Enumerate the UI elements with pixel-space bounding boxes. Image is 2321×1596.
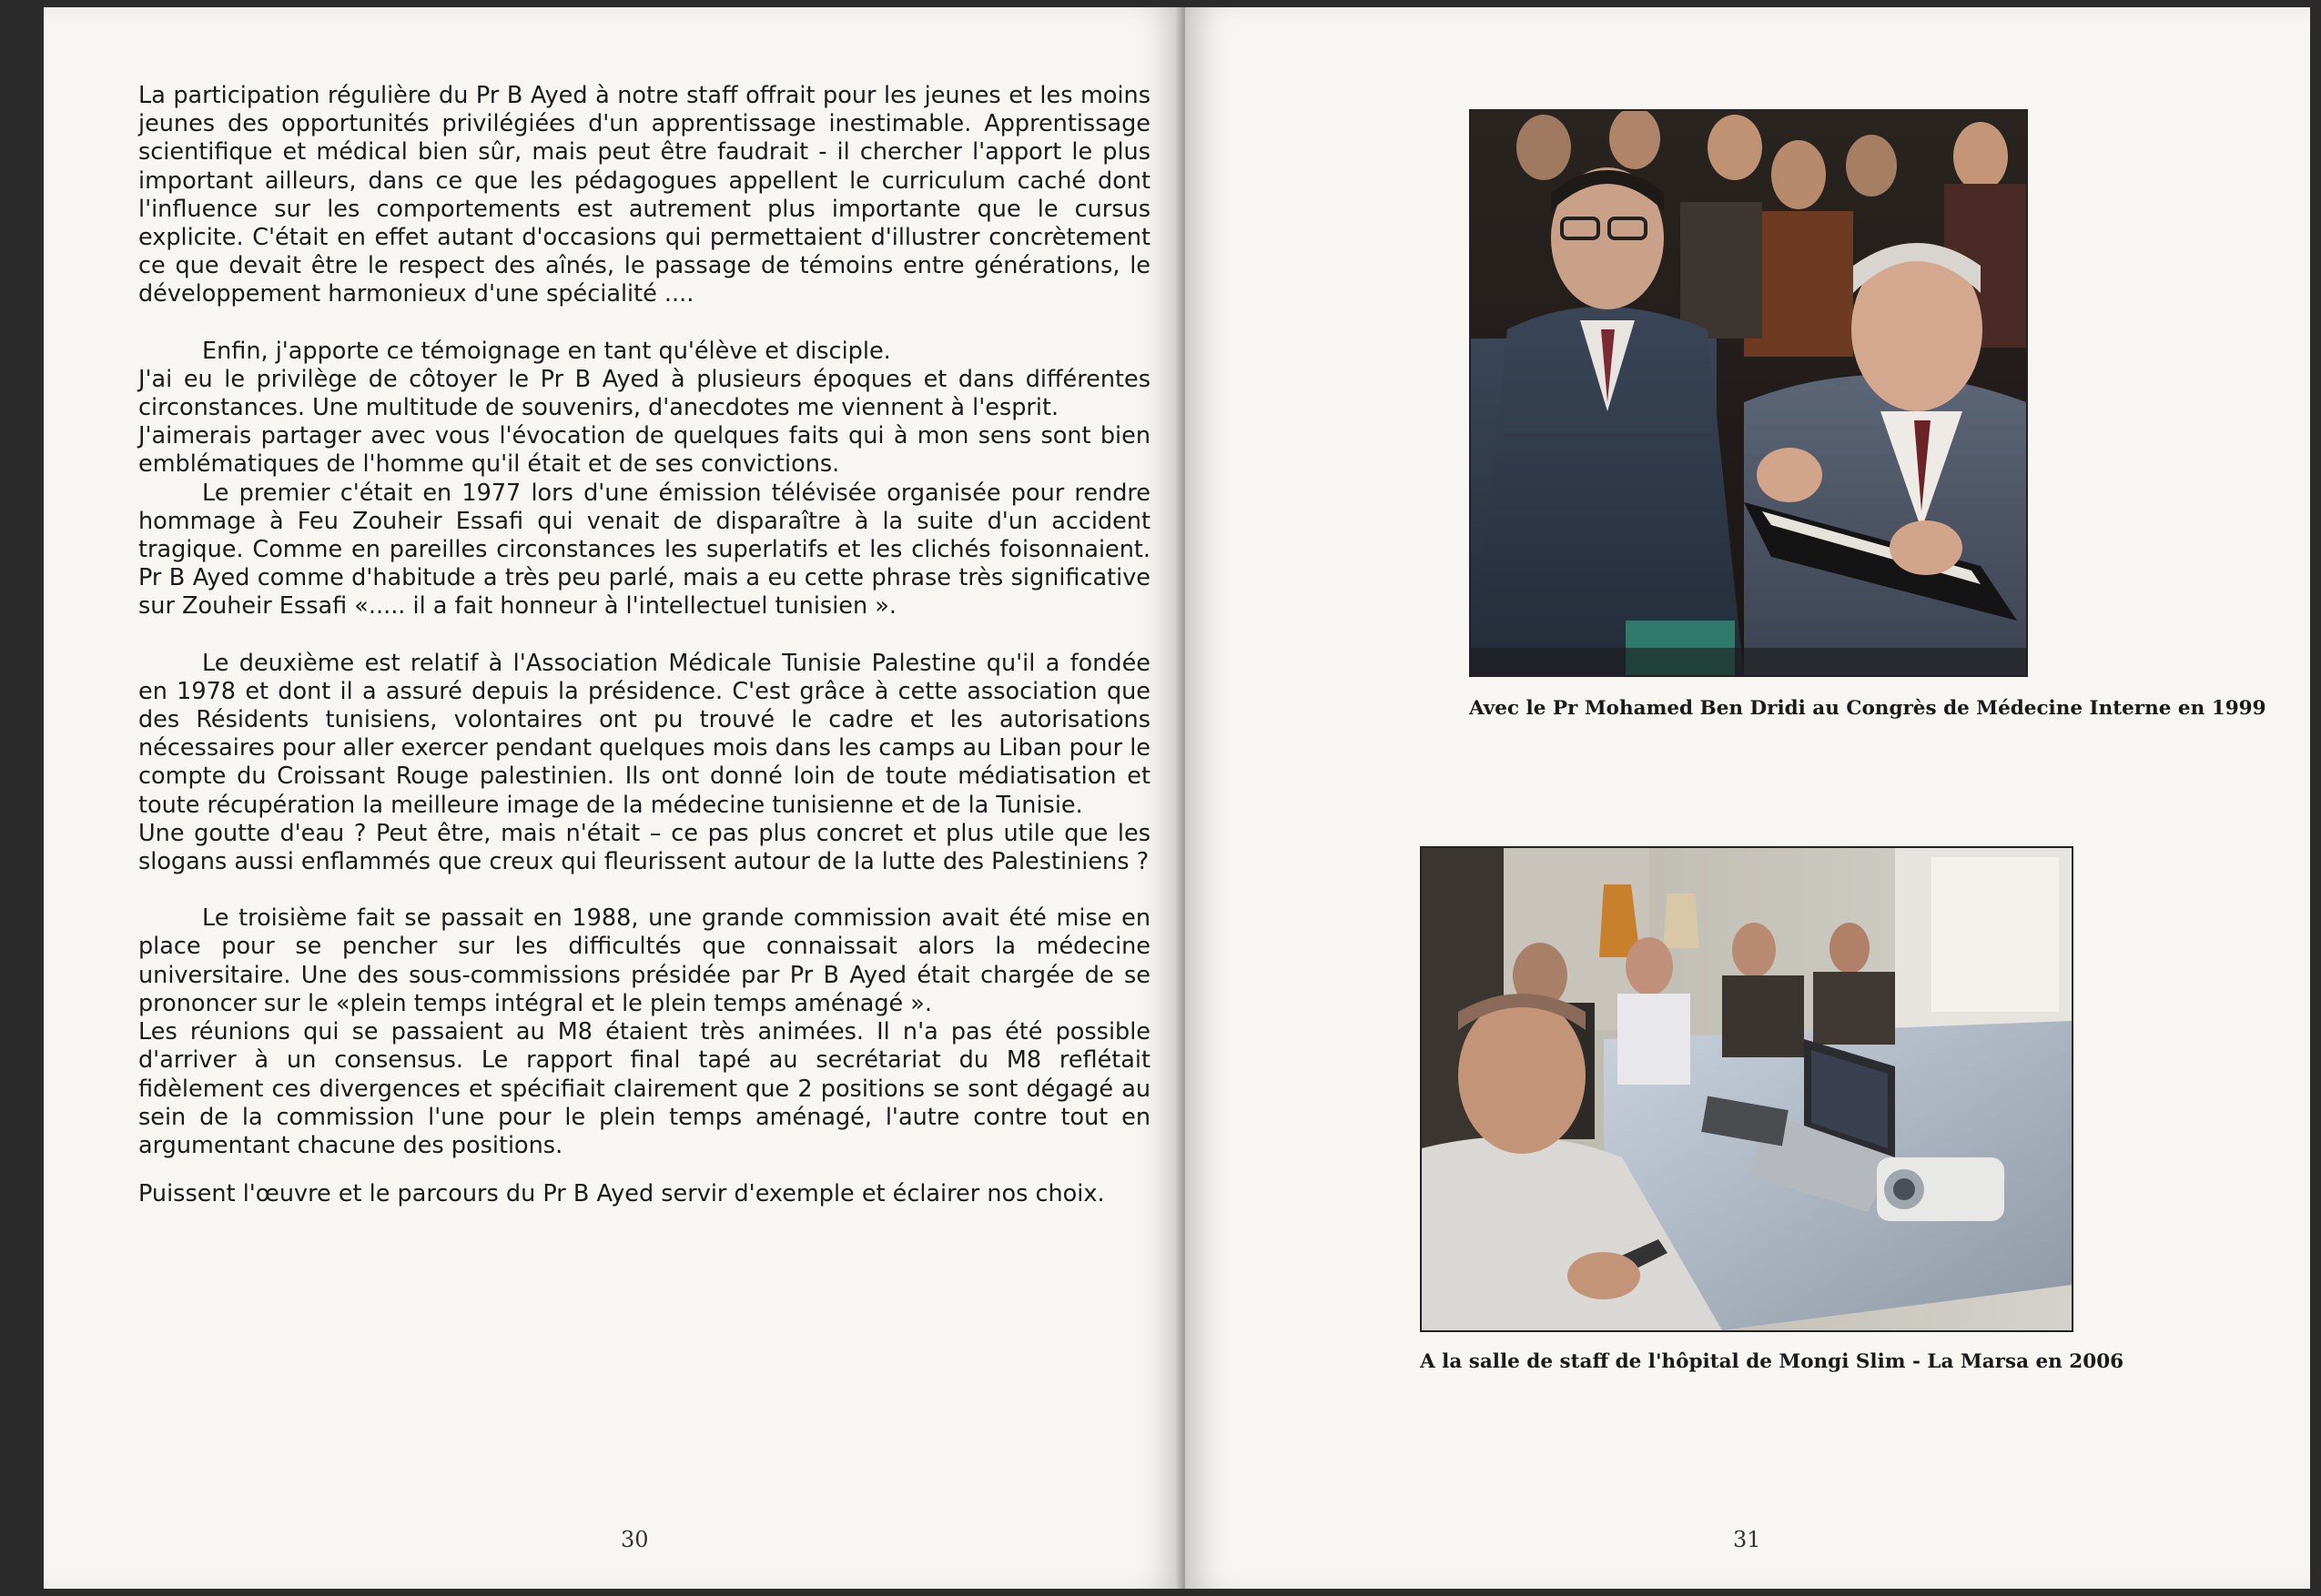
paragraph-deuxieme-fait: Le deuxième est relatif à l'Association Médicale Tunisie Palestine qu'il a fondée en 1978 et dont il a assuré depuis la présidence. C'est grâce à cette association que des Résidents tunisiens, volontaires ont pu trouvé le cadre et les autorisations nécessaires pour aller exercer pendant quelques mois dans les camps au Liban pour le compte du Croissant Rouge palestinien. Ils ont donné loin de toute médiatisation et toute récupération la meilleure image de la médecine tunisienne et de la Tunisie. <box>138 649 1150 819</box>
paragraph-goutte-eau: Une goutte d'eau ? Peut être, mais n'était – ce pas plus concret et plus utile que les slogans aussi enflammés que creux qui fleurissent autour de la lutte des Palestiniens ? <box>138 819 1150 876</box>
photo-congres-image <box>1471 111 2026 675</box>
caption-photo-2: A la salle de staff de l'hôpital de Mongi Slim - La Marsa en 2006 <box>1420 1350 2124 1373</box>
photo-congres-1999 <box>1469 109 2028 677</box>
paragraph-privilege: J'ai eu le privilège de côtoyer le Pr B Ayed à plusieurs époques et dans différentes circonstances. Une multitude de souvenirs, d'anecdotes me viennent à l'esprit. <box>138 365 1150 422</box>
paragraph-reunions: Les réunions qui se passaient au M8 étaient très animées. Il n'a pas été possible d'arriver à un consensus. Le rapport final tapé au secrétariat du M8 reflétait fidèlement ces divergences et spécifiait clairement que 2 positions se sont dégagé au sein de la commission l'une pour le plein temps aménagé, l'autre contre tout en argumentant chacune des positions. <box>138 1018 1150 1159</box>
paragraph-troisieme-fait: Le troisième fait se passait en 1988, une grande commission avait été mise en place pour se pencher sur les difficultés que connaissait alors la médecine universitaire. Une des sous-commissions présidée par Pr B Ayed était chargée de se prononcer sur le «plein temps intégral et le plein temps aménagé ». <box>138 904 1150 1017</box>
caption-photo-1: Avec le Pr Mohamed Ben Dridi au Congrès de Médecine Interne en 1999 <box>1469 697 2266 720</box>
paragraph-partager: J'aimerais partager avec vous l'évocation de quelques faits qui à mon sens sont bien emblématiques de l'homme qu'il était et de ses convictions. <box>138 422 1150 479</box>
photo-staff-2006 <box>1420 846 2073 1332</box>
left-page-body <box>138 82 1150 1208</box>
right-page <box>1185 7 2310 1589</box>
page-number-right: 31 <box>1733 1527 1761 1552</box>
paragraph-temoignage: Enfin, j'apporte ce témoignage en tant qu'élève et disciple. <box>202 337 891 365</box>
photo-staff-image <box>1422 848 2072 1330</box>
paragraph-premier-fait: Le premier c'était en 1977 lors d'une émission télévisée organisée pour rendre hommage à Feu Zouheir Essafi qui venait de disparaître à la suite d'un accident tragique. Comme en pareilles circonstances les superlatifs et les clichés foisonnaient. Pr B Ayed comme d'habitude a très peu parlé, mais a eu cette phrase très significative sur Zouheir Essafi «..... il a fait honneur à l'intellectuel tunisien ». <box>138 479 1150 621</box>
paragraph-staff: La participation régulière du Pr B Ayed à notre staff offrait pour les jeunes et les moins jeunes des opportunités privilégiées d'un apprentissage inestimable. Apprentissage scientifique et médical bien sûr, mais peut être faudrait - il chercher l'apport le plus important ailleurs, dans ce que les pédagogues appellent le curriculum caché dont l'influence sur les comportements est autrement plus importante que le cursus explicite. C'était en effet autant d'occasions qui permettaient d'illustrer concrètement ce que devait être le respect des aînés, le passage de témoins entre générations, le développement harmonieux d'une spécialité .... <box>138 82 1150 308</box>
paragraph-conclusion: Puissent l'œuvre et le parcours du Pr B Ayed servir d'exemple et éclairer nos choix. <box>138 1180 1105 1208</box>
left-page <box>44 7 1181 1589</box>
page-number-left: 30 <box>621 1527 649 1552</box>
